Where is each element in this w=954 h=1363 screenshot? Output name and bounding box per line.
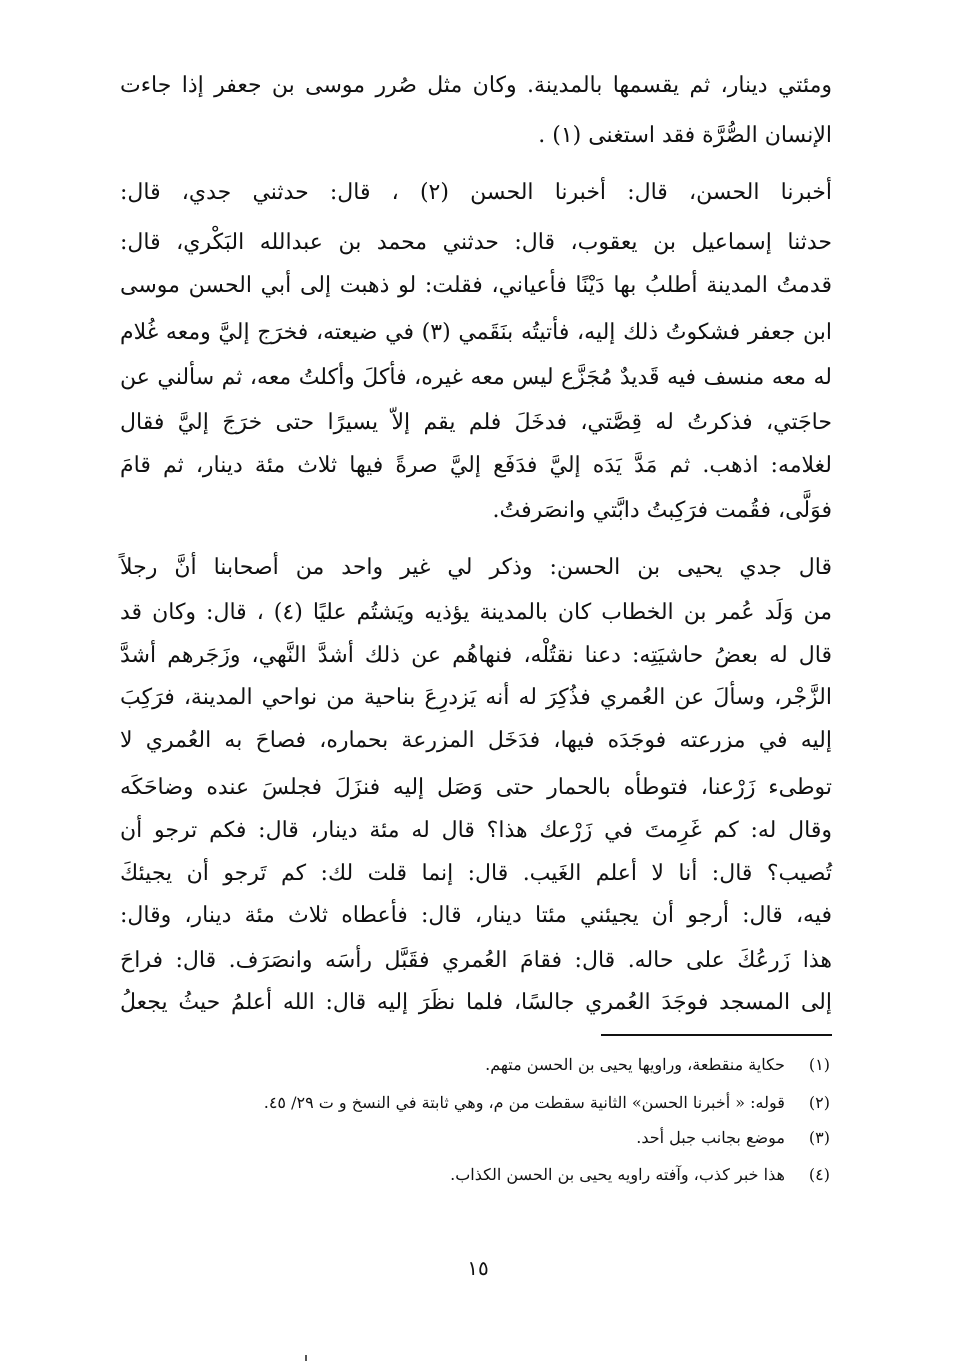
page-number: ١٥: [467, 1256, 489, 1280]
footnote-number: (١): [808, 1055, 830, 1074]
text-line: الإنسان الصُّرَّة فقد استغنى (١) .: [538, 123, 832, 148]
footnote-number: (٤): [808, 1165, 830, 1184]
text-line: فوَلَّى، فقُمت فرَكِبتُ دابَّتي وانصَرفتُ.: [492, 498, 832, 523]
text-line: ابن جعفر فشكوتُ ذلك إليه، فأتيتُه بنَقَمي (٣) في ضيعته، فخرَج إليَّ ومعه غُلام: [120, 320, 832, 345]
footnote-text: هذا خبر كذب، وآفته راويه يحيى بن الحسن الكذاب.: [450, 1165, 785, 1184]
text-line: حدثنا إسماعيل بن يعقوب، قال: حدثني محمد بن عبدالله البَكْري، قال:: [120, 230, 832, 255]
footnote-text: قوله: « أخبرنا الحسن» الثانية سقطت من م، وهي ثابتة في النسخ و ت ٢٩/ ٤٥.: [263, 1093, 785, 1112]
text-line: حاجَتي، فذكرتُ له قِصَّتي، فدخَلَ فلم يقم إلاّ يسيرًا حتى خرَجَ إليَّ فقال: [120, 410, 832, 435]
text-line: له معه منسف فيه قَديدٌ مُجَزَّع ليس معه غيره، فأكلَ وأكلتُ معه، ثم سألني عن: [120, 365, 832, 390]
text-line: من وَلَد عُمر بن الخطاب كان بالمدينة يؤذيه ويَشتُم عليًا (٤) ، قال: وكان قد: [120, 600, 832, 625]
footnote: [485, 1057, 830, 1073]
text-line: لغلامه: اذهب. ثم مَدَّ يَدَه إليَّ فدَفَع إليَّ صرةً فيها ثلاث مئة دينار، ثم قامَ: [120, 453, 832, 478]
text-line: تُصيب؟ قال: أنا لا أعلم الغَيب. قال: إنما قلت لك: كم تَرجو أن يجيئكَ: [120, 861, 832, 886]
text-line: الزَّجْر، وسألَ عن العُمري فذُكِرَ له أنه يَزدرِعَ بناحية من نواحي المدينة، فرَكِبَ: [120, 685, 832, 710]
footnote-text: موضع بجانب جبل أحد.: [636, 1128, 785, 1147]
text-line: أخبرنا الحسن، قال: أخبرنا الحسن (٢) ، قال: حدثني جدي، قال:: [120, 180, 832, 205]
text-line: ومئتي دينار، ثم يقسمها بالمدينة. وكان مثل صُرر موسى بن جعفر إذا جاءت: [120, 73, 832, 98]
footnote-number: (٣): [808, 1128, 830, 1147]
text-line: قدمتُ المدينة أطلبُ بها دَيْنًا فأعياني، فقلت: لو ذهبت إلى أبي الحسن موسى: [120, 273, 832, 298]
text-line: إلى المسجد فوجَدَ العُمري جالسًا، فلما نظَرَ إليه قال: الله أعلمُ حيثُ يجعلُ: [120, 990, 832, 1015]
text-line: هذا زَرعُكَ على حاله. قال: فقامَ العُمري فقَبَّل رأسَه وانصَرَف. قال: فراحَ: [120, 948, 832, 973]
footnote: [264, 1095, 830, 1111]
footnote: [636, 1130, 830, 1146]
text-line: وقال له: كم غَرِمتَ في زَرْعك هذا؟ قال له مئة دينار، قال: فكم ترجو أن: [120, 818, 832, 843]
footnote-separator: [601, 1034, 832, 1036]
text-line: إليه في مزرعته فوجَدَه فيها، فدَخَل المزرعة بحماره، فصاحَ به العُمري لا: [120, 728, 832, 753]
footnote: [450, 1167, 830, 1183]
text-line: قال له بعضُ حاشيَتِه: دعنا نقتُلْه، فنهاهُم عن ذلك أشدَّ النَّهي، وزَجَرهم أشدَّ: [120, 643, 832, 668]
text-line: توطىء زَرْعنا، فتوطأه بالحمار حتى وَصَل إليه فنزَلَ فجلسَ عنده وضاحَكَه: [120, 775, 832, 800]
footnote-text: حكاية منقطعة، وراويها يحيى بن الحسن متهم.: [485, 1055, 785, 1074]
text-line: فيه، قال: أرجو أن يجيئني مئتا دينار، قال: فأعطاه ثلاث مئة دينار، وقال:: [120, 903, 832, 928]
scan-speck: [305, 1355, 307, 1361]
text-line: قال جدي يحيى بن الحسن: وذكر لي غير واحد من أصحابنا أنَّ رجلاً: [120, 555, 832, 580]
footnote-number: (٢): [808, 1093, 830, 1112]
